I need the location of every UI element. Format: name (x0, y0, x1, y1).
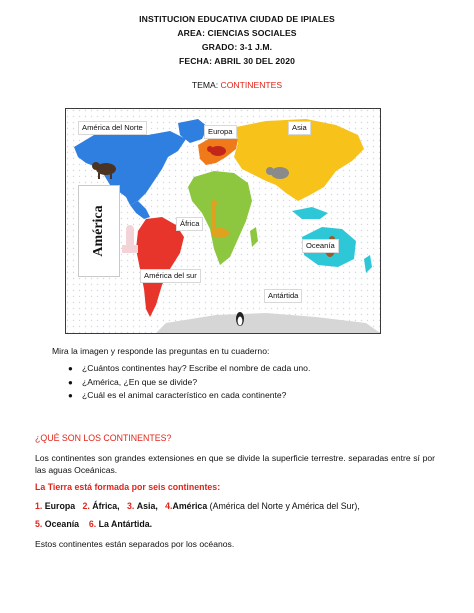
bullet-icon: ● (68, 391, 73, 400)
label-oceania: Oceanía (302, 239, 339, 253)
continent-asia: Asia, (136, 501, 158, 511)
label-america-vertical (78, 185, 120, 277)
america-detail: (América del Norte y América del Sur), (207, 501, 360, 511)
subject-area: AREA: CIENCIAS SOCIALES (177, 28, 297, 38)
continents-heading: La Tierra está formada por seis continentes: (35, 482, 221, 492)
bullet-icon: ● (68, 364, 73, 373)
penguin-icon (236, 312, 244, 326)
continent-america: América (172, 501, 208, 511)
continents-list-line1 (35, 501, 360, 511)
num-5: 5. (35, 519, 43, 529)
continents-list-line2 (35, 519, 152, 529)
definition-paragraph: Los continentes son grandes extensiones en que se divide la superficie terrestre. separadas entre sí por las aguas Oceánicas. (35, 453, 435, 475)
num-3: 3. (126, 501, 135, 511)
closing-sentence: Estos continentes están separados por los océanos. (35, 539, 235, 549)
america-vertical-text: América (91, 205, 106, 257)
date: FECHA: ABRIL 30 DEL 2020 (179, 56, 295, 66)
continent-oceania: Oceanía (44, 519, 80, 529)
label-south-america: América del sur (140, 269, 201, 283)
label-africa: África (176, 217, 203, 231)
topic-prefix: TEMA: (191, 80, 221, 90)
num-2: 2. (82, 501, 90, 511)
label-north-america: América del Norte (78, 121, 147, 135)
question-text: ¿Cuántos continentes hay? Escribe el nombre de cada uno. (82, 363, 311, 373)
question-item (68, 376, 310, 390)
num-6: 6. (88, 519, 97, 529)
school-name: INSTITUCION EDUCATIVA CIUDAD DE IPIALES (139, 14, 335, 24)
question-item (68, 389, 310, 403)
label-europe: Europa (204, 125, 237, 139)
continent-africa: África, (92, 501, 120, 511)
topic (0, 80, 474, 90)
bullet-icon: ● (68, 377, 73, 387)
label-asia: Asia (288, 121, 311, 135)
label-antarctica: Antártida (264, 289, 302, 303)
grade: GRADO: 3-1 J.M. (201, 42, 273, 52)
num-1: 1. (35, 501, 43, 511)
questions-list (68, 362, 310, 403)
question-item (68, 362, 310, 376)
continent-europe: Europa (44, 501, 76, 511)
topic-value: CONTINENTES (220, 80, 283, 90)
instruction-text: Mira la imagen y responde las preguntas en tu cuaderno: (52, 346, 270, 356)
continent-antarctica: La Antártida. (98, 519, 153, 529)
num-4: 4. (165, 501, 173, 511)
section-title: ¿QUÉ SON LOS CONTINENTES? (35, 433, 172, 443)
question-text: ¿Cuál es el animal característico en cada continente? (82, 390, 287, 400)
document-header (0, 12, 474, 68)
question-text: ¿América, ¿En que se divide? (82, 376, 198, 387)
